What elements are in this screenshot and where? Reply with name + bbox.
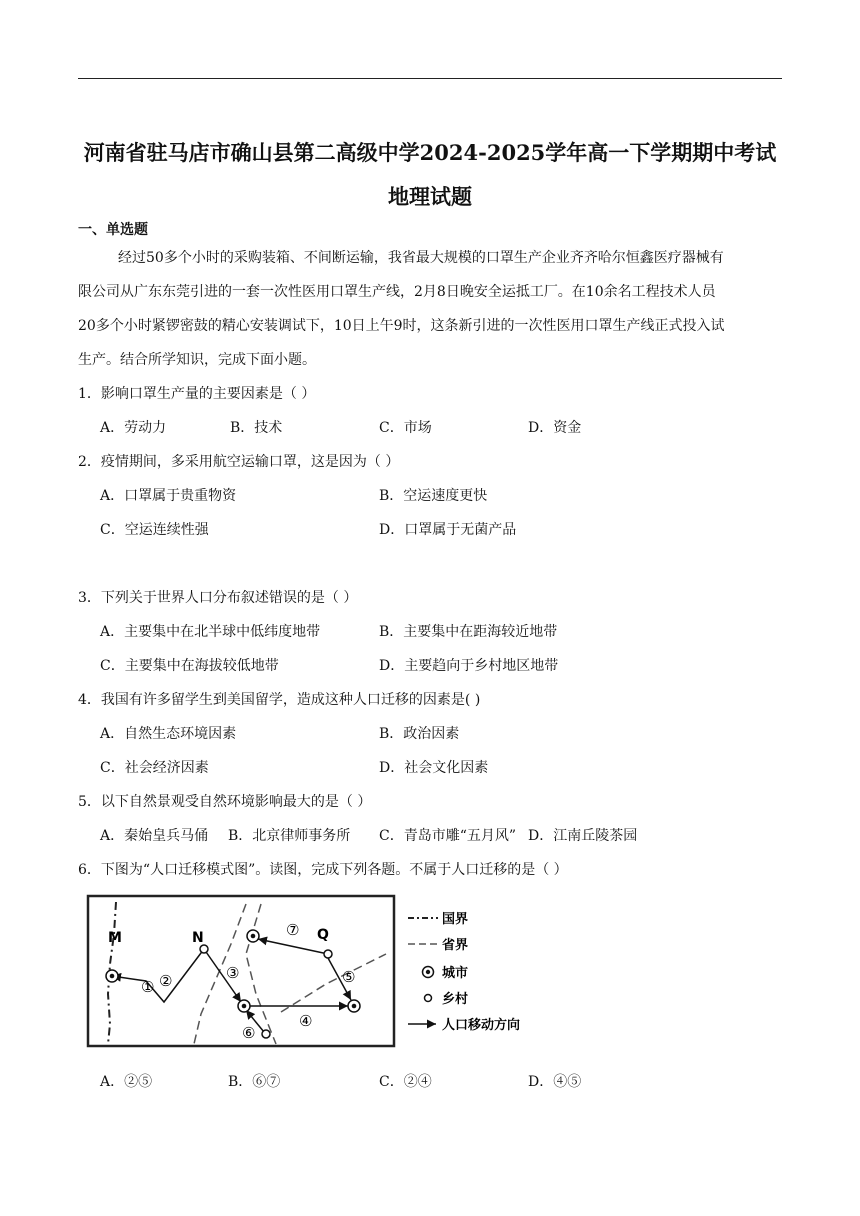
passage-line: 20多个小时紧锣密鼓的精心安装调试下，10日上午9时，这条新引进的一次性医用口罩生产线正式投入试 <box>78 318 725 334</box>
point-label-m: M <box>108 930 122 946</box>
village-marker <box>324 950 332 958</box>
exam-subtitle: 地理试题 <box>388 184 472 209</box>
route-label: ③ <box>226 964 240 982</box>
route-label: ② <box>159 972 173 990</box>
city-marker <box>247 930 259 942</box>
province-border-line <box>281 954 386 1012</box>
migration-pattern-map <box>86 894 536 1054</box>
legend-province-border: 省界 <box>442 938 469 953</box>
point-label-n: N <box>192 930 204 946</box>
legend-village-swatch <box>425 995 432 1002</box>
migration-route <box>112 949 204 1002</box>
route-label: ④ <box>299 1012 313 1030</box>
legend-direction: 人口移动方向 <box>442 1018 521 1033</box>
passage-line: 限公司从广东东莞引进的一套一次性医用口罩生产线，2月8日晚安全运抵工厂。在10余名工程技术人员 <box>78 284 716 300</box>
legend-city: 城市 <box>442 966 469 981</box>
route-label: ⑥ <box>242 1024 256 1042</box>
question-5-stem: 5．以下自然景观受自然环境影响最大的是（ ） <box>78 794 372 810</box>
question-5-option-c: C．青岛市雕“五月风” <box>379 828 517 844</box>
map-legend <box>408 911 520 1033</box>
route-label: ⑤ <box>342 968 356 986</box>
question-4-option-c: C．社会经济因素 <box>100 760 209 776</box>
question-4-option-d: D．社会文化因素 <box>379 760 489 776</box>
section-heading: 一、单选题 <box>78 222 148 238</box>
question-1-option-a: A．劳动力 <box>100 420 167 436</box>
question-1-stem: 1．影响口罩生产量的主要因素是（ ） <box>78 386 316 402</box>
question-3-option-a: A．主要集中在北半球中低纬度地带 <box>100 624 321 640</box>
point-label-q: Q <box>317 927 329 943</box>
question-3-option-c: C．主要集中在海拔较低地带 <box>100 658 279 674</box>
question-6-option-b: B．⑥⑦ <box>228 1074 281 1090</box>
question-6-option-d: D．④⑤ <box>528 1074 582 1090</box>
exam-title: 河南省驻马店市确山县第二高级中学2024-2025学年高一下学期期中考试 <box>83 140 777 165</box>
legend-village: 乡村 <box>442 992 469 1007</box>
passage-line: 生产。结合所学知识，完成下面小题。 <box>78 352 316 368</box>
route-label: ① <box>141 978 155 996</box>
province-border-line <box>246 904 276 1044</box>
village-marker <box>200 945 208 953</box>
question-3-option-d: D．主要趋向于乡村地区地带 <box>379 658 559 674</box>
question-4-stem: 4．我国有许多留学生到美国留学，造成这种人口迁移的因素是( ) <box>78 692 481 708</box>
question-6-stem: 6．下图为“人口迁移模式图”。读图，完成下列各题。不属于人口迁移的是（ ） <box>78 862 568 878</box>
question-1-option-b: B．技术 <box>230 420 283 436</box>
city-marker <box>348 1000 360 1012</box>
question-2-option-c: C．空运连续性强 <box>100 522 209 538</box>
question-3-option-b: B．主要集中在距海较近地带 <box>379 624 558 640</box>
route-label: ⑦ <box>286 921 300 939</box>
question-2-stem: 2．疫情期间，多采用航空运输口罩，这是因为（ ） <box>78 454 400 470</box>
question-3-stem: 3．下列关于世界人口分布叙述错误的是（ ） <box>78 590 358 606</box>
question-6-option-c: C．②④ <box>379 1074 432 1090</box>
question-5-option-b: B．北京律师事务所 <box>228 828 351 844</box>
question-5-option-d: D．江南丘陵茶园 <box>528 828 638 844</box>
question-2-option-b: B．空运速度更快 <box>379 488 488 504</box>
header-rule <box>78 78 782 79</box>
question-5-option-a: A．秦始皇兵马俑 <box>100 828 209 844</box>
question-1-option-c: C．市场 <box>379 420 432 436</box>
question-4-option-a: A．自然生态环境因素 <box>100 726 237 742</box>
passage-line: 经过50多个小时的采购装箱、不间断运输，我省最大规模的口罩生产企业齐齐哈尔恒鑫医疗器械有 <box>118 250 724 266</box>
village-marker <box>262 1030 270 1038</box>
legend-national-border: 国界 <box>442 912 469 927</box>
question-2-option-d: D．口罩属于无菌产品 <box>379 522 517 538</box>
question-1-option-d: D．资金 <box>528 420 582 436</box>
city-marker <box>238 1000 250 1012</box>
question-4-option-b: B．政治因素 <box>379 726 460 742</box>
legend-city-swatch <box>426 970 430 974</box>
question-6-option-a: A．②⑤ <box>100 1074 153 1090</box>
city-marker <box>106 970 118 982</box>
question-2-option-a: A．口罩属于贵重物资 <box>100 488 237 504</box>
